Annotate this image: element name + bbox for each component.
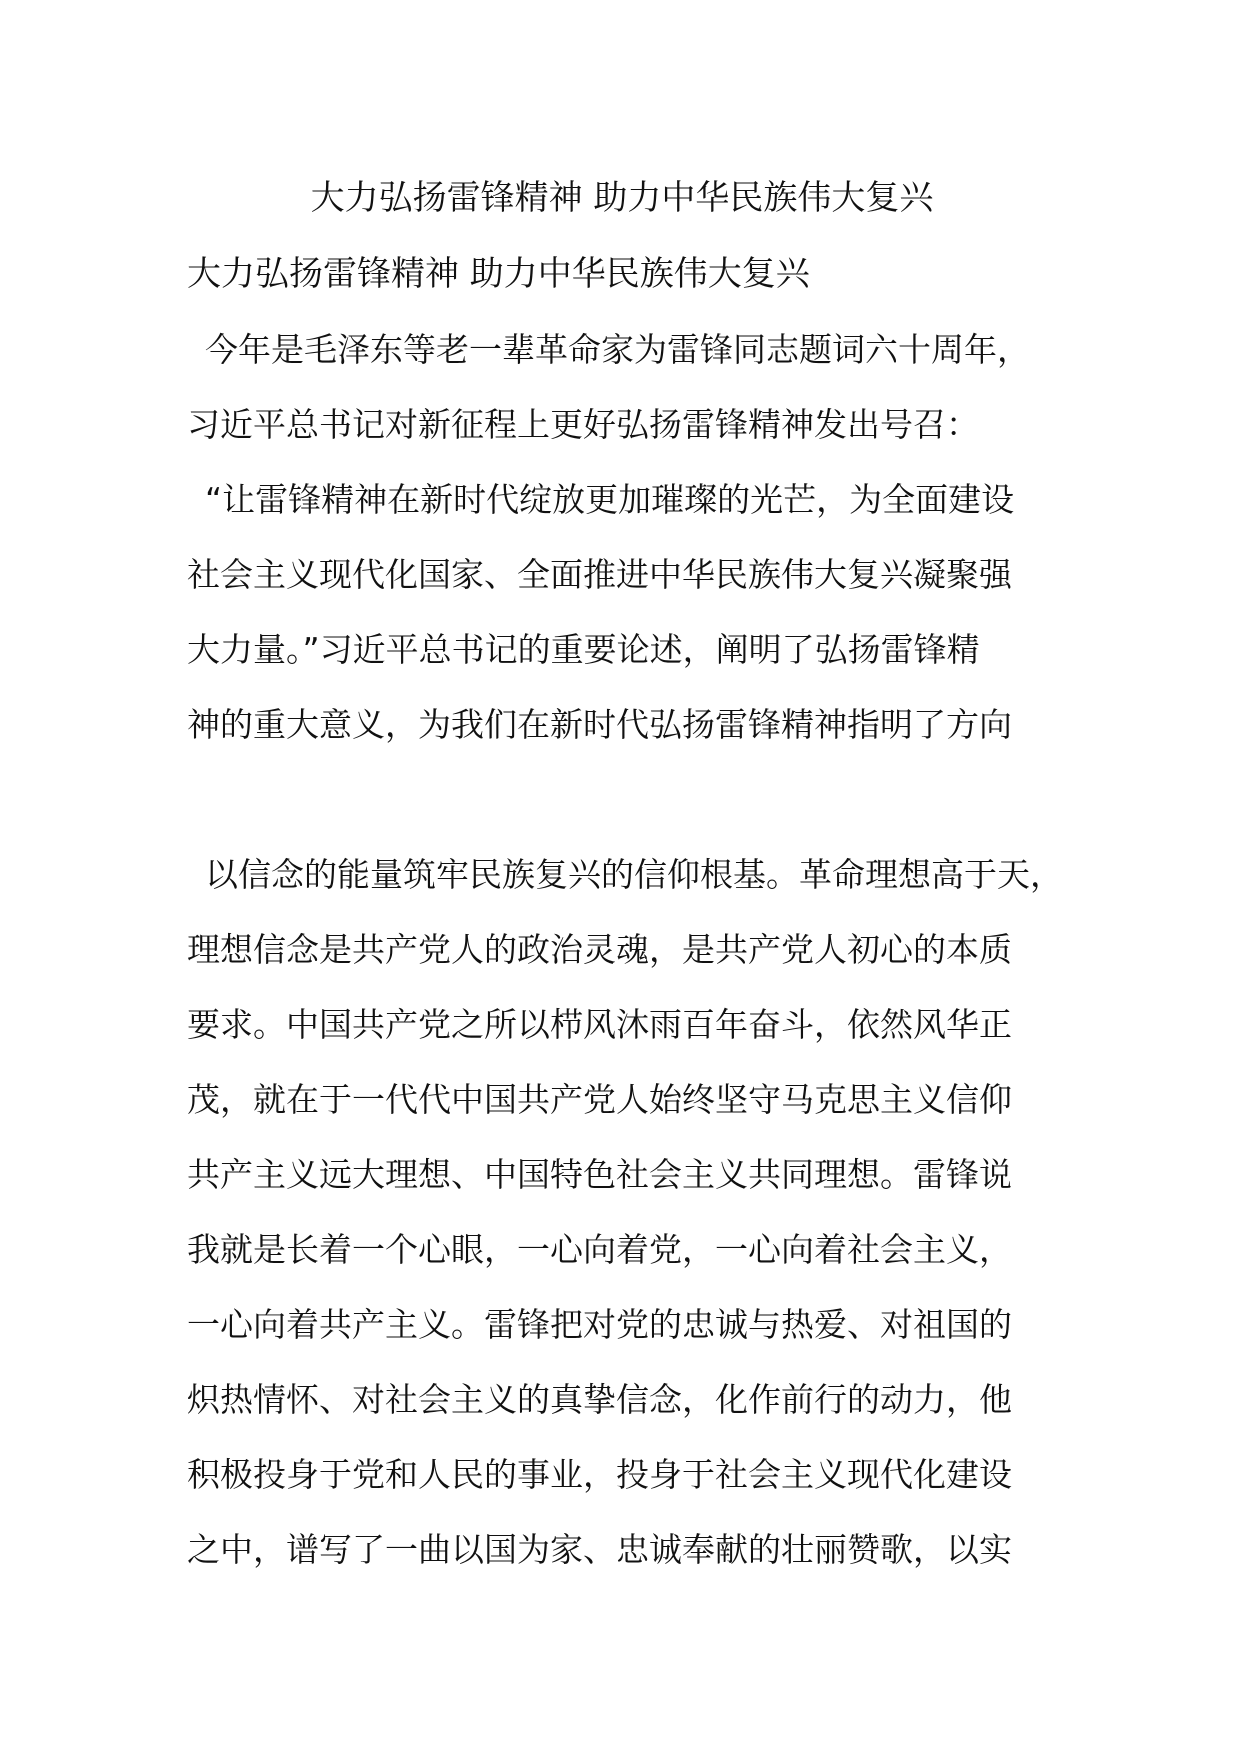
- paragraph-line: 要求。中国共产党之所以栉风沐雨百年奋斗，依然风华正: [187, 1005, 1012, 1044]
- paragraph-line: 以信念的能量筑牢民族复兴的信仰根基。革命理想高于天，: [205, 855, 1063, 894]
- paragraph-line: 大力量。”习近平总书记的重要论述，阐明了弘扬雷锋精: [187, 630, 980, 669]
- paragraph-line: “让雷锋精神在新时代绽放更加璀璨的光芒，为全面建设: [205, 480, 1015, 519]
- paragraph-line: 我就是长着一个心眼，一心向着党，一心向着社会主义，: [187, 1230, 1012, 1269]
- paragraph-line: 积极投身于党和人民的事业，投身于社会主义现代化建设: [187, 1455, 1012, 1494]
- paragraph-line: 共产主义远大理想、中国特色社会主义共同理想。雷锋说: [187, 1155, 1012, 1194]
- paragraph-line: 茂，就在于一代代中国共产党人始终坚守马克思主义信仰: [187, 1080, 1012, 1119]
- paragraph-line: 今年是毛泽东等老一辈革命家为雷锋同志题词六十周年，: [205, 330, 1030, 369]
- paragraph-line: 习近平总书记对新征程上更好弘扬雷锋精神发出号召：: [187, 405, 979, 444]
- document-body: [187, 160, 1063, 1587]
- paragraph-1: [187, 312, 1057, 762]
- paragraph-line: 炽热情怀、对社会主义的真挚信念，化作前行的动力，他: [187, 1380, 1012, 1419]
- document-title: 大力弘扬雷锋精神 助力中华民族伟大复兴: [310, 178, 934, 218]
- paragraph-2: [187, 837, 1063, 1587]
- paragraph-line: 神的重大意义，为我们在新时代弘扬雷锋精神指明了方向: [187, 705, 1012, 744]
- paragraph-line: 社会主义现代化国家、全面推进中华民族伟大复兴凝聚强: [187, 555, 1012, 594]
- paragraph-line: 之中，谱写了一曲以国为家、忠诚奉献的壮丽赞歌，以实: [187, 1530, 1012, 1569]
- paragraph-line: 一心向着共产主义。雷锋把对党的忠诚与热爱、对祖国的: [187, 1305, 1012, 1344]
- document-subtitle: 大力弘扬雷锋精神 助力中华民族伟大复兴: [187, 254, 810, 294]
- paragraph-line: 理想信念是共产党人的政治灵魂，是共产党人初心的本质: [187, 930, 1012, 969]
